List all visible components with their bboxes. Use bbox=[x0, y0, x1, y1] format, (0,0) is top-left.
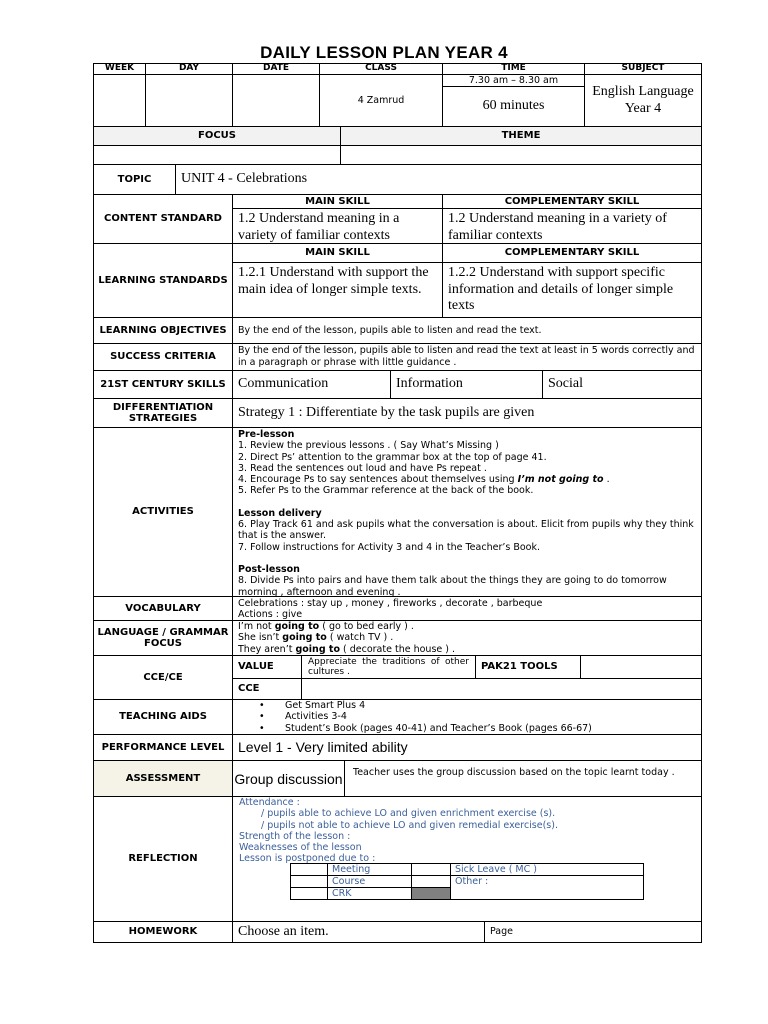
learning-standards-main[interactable]: 1.2.1 Understand with support the main idea of longer simple texts. bbox=[232, 262, 443, 318]
time-range-value[interactable]: 7.30 am – 8.30 am bbox=[442, 74, 585, 87]
delivery-step-7: 7. Follow instructions for Activity 3 and 4 in the Teacher’s Book. bbox=[238, 541, 540, 553]
reflection-attendance: Attendance : bbox=[239, 797, 300, 808]
homework-dropdown[interactable]: Choose an item. bbox=[232, 921, 485, 943]
course-label: Course bbox=[328, 876, 412, 888]
complementary-skill-header: COMPLEMENTARY SKILL bbox=[442, 194, 702, 209]
assessment-label: ASSESSMENT bbox=[93, 760, 233, 797]
pre-lesson-heading: Pre-lesson bbox=[238, 429, 295, 440]
grammar-content[interactable] bbox=[232, 620, 702, 656]
grammar-line-1: I’m not going to ( go to bed early ) . bbox=[238, 621, 414, 632]
teaching-aids-label: TEACHING AIDS bbox=[93, 699, 233, 735]
differentiation-value[interactable]: Strategy 1 : Differentiate by the task pupils are given bbox=[232, 398, 702, 428]
learning-objectives-value[interactable]: By the end of the lesson, pupils able to listen and read the text. bbox=[232, 317, 702, 344]
class-header: CLASS bbox=[319, 63, 443, 75]
reflection-weakness: Weaknesses of the lesson bbox=[239, 842, 362, 854]
teaching-aid-1: • Get Smart Plus 4 bbox=[285, 700, 701, 711]
sick-leave-label: Sick Leave ( MC ) bbox=[451, 864, 644, 876]
reflection-line-1: / pupils able to achieve LO and given enrichment exercise (s). bbox=[261, 808, 556, 820]
crk-label: CRK bbox=[328, 888, 412, 900]
content-standard-label: CONTENT STANDARD bbox=[93, 194, 233, 244]
delivery-step-6: 6. Play Track 61 and ask pupils what the conversation is about. Elicit from pupils why they think that is the answer. bbox=[238, 519, 694, 542]
topic-value[interactable]: UNIT 4 - Celebrations bbox=[175, 164, 702, 195]
duration-value[interactable]: 60 minutes bbox=[442, 86, 585, 127]
meeting-label: Meeting bbox=[328, 864, 412, 876]
day-value[interactable] bbox=[145, 74, 233, 127]
activities-label: ACTIVITIES bbox=[93, 427, 233, 597]
reflection-content[interactable] bbox=[232, 796, 702, 922]
theme-label: THEME bbox=[340, 126, 702, 146]
pre-lesson-step-1: 1. Review the previous lessons . ( Say What’s Missing ) bbox=[238, 440, 499, 452]
document-title: DAILY LESSON PLAN YEAR 4 bbox=[260, 43, 508, 62]
reflection-strength: Strength of the lesson : bbox=[239, 830, 351, 842]
pak21-value[interactable] bbox=[580, 655, 702, 679]
postponed-reasons-table bbox=[290, 863, 644, 900]
grammar-label: LANGUAGE / GRAMMAR FOCUS bbox=[93, 620, 233, 656]
activities-content[interactable] bbox=[232, 427, 702, 597]
pre-lesson-step-5: 5. Refer Ps to the Grammar reference at the back of the book. bbox=[238, 485, 534, 497]
complementary-skill-header-2: COMPLEMENTARY SKILL bbox=[442, 243, 702, 263]
skill-information[interactable]: Information bbox=[390, 370, 543, 399]
skill-social[interactable]: Social bbox=[542, 370, 702, 399]
grammar-line-3: They aren’t going to ( decorate the house ) . bbox=[238, 643, 455, 655]
post-lesson-step-8: 8. Divide Ps into pairs and have them talk about the things they are going to do tomorrow morning , afternoon and evening . bbox=[238, 575, 667, 597]
class-value[interactable]: 4 Zamrud bbox=[319, 74, 443, 127]
focus-value[interactable] bbox=[93, 145, 341, 165]
page-field[interactable]: Page bbox=[484, 921, 702, 943]
theme-value[interactable] bbox=[340, 145, 702, 165]
topic-label: TOPIC bbox=[93, 164, 176, 195]
subject-header: SUBJECT bbox=[584, 63, 702, 75]
teaching-aid-2: • Activities 3-4 bbox=[285, 711, 701, 722]
cce-sub-label: CCE bbox=[232, 678, 302, 700]
main-skill-header-2: MAIN SKILL bbox=[232, 243, 443, 263]
focus-label: FOCUS bbox=[93, 126, 341, 146]
century-skills-label: 21ST CENTURY SKILLS bbox=[93, 370, 233, 399]
teaching-aids-content[interactable] bbox=[232, 699, 702, 735]
main-skill-header: MAIN SKILL bbox=[232, 194, 443, 209]
reflection-line-2: / pupils not able to achieve LO and given remedial exercise(s). bbox=[261, 819, 558, 831]
other-label: Other : bbox=[451, 876, 644, 900]
skill-communication[interactable]: Communication bbox=[232, 370, 391, 399]
vocabulary-line-1: Celebrations : stay up , money , fireworks , decorate , barbeque bbox=[238, 598, 543, 609]
vocabulary-line-2: Actions : give bbox=[238, 609, 303, 621]
crk-shaded-cell bbox=[412, 888, 451, 900]
post-lesson-heading: Post-lesson bbox=[238, 563, 300, 575]
performance-level-value[interactable]: Level 1 - Very limited ability bbox=[232, 734, 702, 761]
cce-value[interactable] bbox=[301, 678, 702, 700]
content-standard-complementary[interactable]: 1.2 Understand meaning in a variety of familiar contexts bbox=[442, 208, 702, 244]
other-checkbox[interactable] bbox=[412, 876, 451, 888]
week-header: WEEK bbox=[93, 63, 146, 75]
value-label: VALUE bbox=[232, 655, 302, 679]
sick-leave-checkbox[interactable] bbox=[412, 864, 451, 876]
learning-standards-complementary[interactable]: 1.2.2 Understand with support specific information and details of longer simple texts bbox=[442, 262, 702, 318]
success-criteria-label: SUCCESS CRITERIA bbox=[93, 343, 233, 371]
learning-objectives-label: LEARNING OBJECTIVES bbox=[93, 317, 233, 344]
week-value[interactable] bbox=[93, 74, 146, 127]
pak21-label: PAK21 TOOLS bbox=[475, 655, 581, 679]
date-header: DATE bbox=[232, 63, 320, 75]
course-checkbox[interactable] bbox=[291, 876, 328, 888]
crk-checkbox[interactable] bbox=[291, 888, 328, 900]
pre-lesson-step-3: 3. Read the sentences out loud and have Ps repeat . bbox=[238, 462, 487, 474]
grammar-line-2: She isn’t going to ( watch TV ) . bbox=[238, 632, 394, 644]
time-header: TIME bbox=[442, 63, 585, 75]
reflection-postponed: Lesson is postponed due to : bbox=[239, 853, 376, 865]
content-standard-main[interactable]: 1.2 Understand meaning in a variety of familiar contexts bbox=[232, 208, 443, 244]
performance-level-label: PERFORMANCE LEVEL bbox=[93, 734, 233, 761]
date-value[interactable] bbox=[232, 74, 320, 127]
success-criteria-value[interactable]: By the end of the lesson, pupils able to listen and read the text at least in 5 words correctly and in a paragraph or phrase with little guidance . bbox=[232, 343, 702, 371]
pre-lesson-step-2: 2. Direct Ps’ attention to the grammar box at the top of page 41. bbox=[238, 451, 547, 463]
cce-ce-label: CCE/CE bbox=[93, 655, 233, 700]
differentiation-label: DIFFERENTIATION STRATEGIES bbox=[93, 398, 233, 428]
reflection-label: REFLECTION bbox=[93, 796, 233, 922]
pre-lesson-step-4: 4. Encourage Ps to say sentences about themselves using I’m not going to . bbox=[238, 474, 610, 486]
vocabulary-content[interactable] bbox=[232, 596, 702, 621]
value-content[interactable]: Appreciate the traditions of other cultures . bbox=[301, 655, 476, 679]
vocabulary-label: VOCABULARY bbox=[93, 596, 233, 621]
assessment-method[interactable]: Group discussion bbox=[232, 760, 345, 797]
lesson-delivery-heading: Lesson delivery bbox=[238, 507, 322, 519]
learning-standards-label: LEARNING STANDARDS bbox=[93, 243, 233, 318]
subject-value[interactable]: English Language Year 4 bbox=[584, 74, 702, 127]
day-header: DAY bbox=[145, 63, 233, 75]
teaching-aid-3: • Student’s Book (pages 40-41) and Teacher’s Book (pages 66-67) bbox=[285, 723, 701, 734]
homework-label: HOMEWORK bbox=[93, 921, 233, 943]
assessment-note[interactable]: Teacher uses the group discussion based on the topic learnt today . bbox=[344, 760, 702, 797]
meeting-checkbox[interactable] bbox=[291, 864, 328, 876]
